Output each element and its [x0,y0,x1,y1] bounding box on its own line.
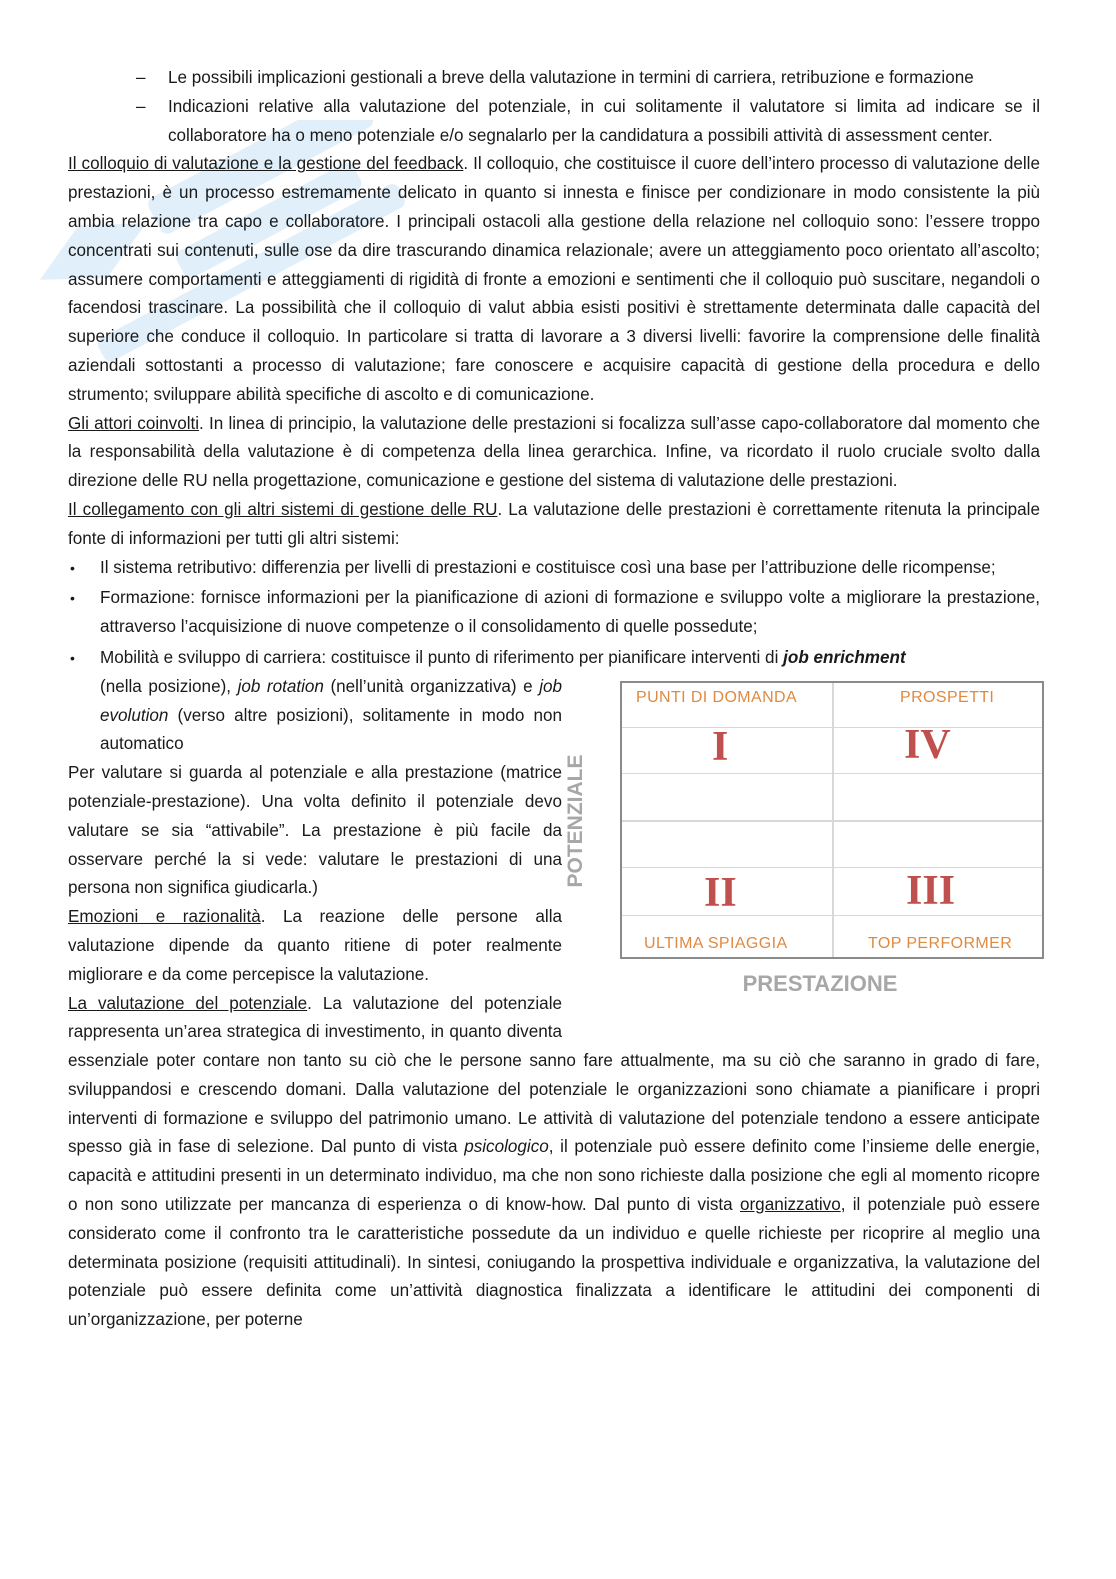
paragraph-emozioni: Emozioni e razionalità. La reazione delle persone alla valutazione dipende da quanto ritiene di poter realmente migliorare e da come percepisce la valutazione. [68,907,563,984]
axis-label-prestazione: PRESTAZIONE [742,970,898,996]
quadrant-label-punti-di-domanda: PUNTI DI DOMANDA [636,688,798,706]
grid-line [622,915,1042,916]
quadrant-number-i: I [712,723,729,770]
potential-performance-matrix [564,681,1040,1043]
dash-marker: – [136,96,146,116]
grid-line [622,867,1042,868]
grid-line [622,727,1042,728]
quadrant-number-iv: IV [904,721,951,768]
matrix-grid [620,681,1044,959]
heading-potenziale: La valutazione del potenziale [68,993,308,1013]
quadrant-number-ii: II [704,869,737,916]
dash-item: – Indicazioni relative alla valutazione del potenziale, in cui solitamente il valutatore si limita ad indicare se il collaboratore ha o meno potenziale e/o segnalarlo per la candidatura a possibili attività di assessment center. [68,93,1040,151]
paragraph-valutare: Per valutare si guarda al potenziale e alla prestazione (matrice potenziale-prestazione). Una volta definito il potenziale devo valutare se sia “attivabile”. La prestazione è più facile da osservare perché la si vede: valutare le prestazioni di una persona non significa giudicarla.) [68,763,562,898]
paragraph-attori: Gli attori coinvolti. In linea di principio, la valutazione delle prestazioni si focalizza sull’asse capo-collaboratore dal momento che la responsabilità della valutazione è di competenza della linea gerarchica. Infine, va ricordato il ruolo cruciale svolto dalla direzione delle RU nella progettazione, comunicazione e gestione del sistema di valutazione delle prestazioni. [68,413,1040,491]
quadrant-number-iii: III [906,867,956,914]
dash-item: – Le possibili implicazioni gestionali a breve della valutazione in termini di carriera, retribuzione e formazione [68,64,1040,93]
paragraph-potenziale: La valutazione del potenziale. La valutazione del potenziale rappresenta un’area strategica di investimento, in quanto diventa essenziale poter contare non tanto su ciò che le persone sanno fare attualmente, ma su ciò che saranno in grado di fare, sviluppandosi e crescendo domani. Dalla valutazione del potenziale le organizzazioni sono chiamate a pianificare i propri interventi di formazione e sviluppo del patrimonio umano. Le attività di valutazione del potenziale tendono a essere anticipate spesso già in fase di selezione. Dal punto di vista psicologico, il potenziale può essere definito come l’insieme delle energie, capacità e attitudini presenti in un determinato individuo, ma che non sono richieste dalla posizione che egli al momento ricopre o non sono utilizzate per mancanza di esperienza o di know-how. Dal punto di vista organizzativo, il potenziale può essere considerato come il confronto tra le caratteristiche possedute da un individuo e quelle richieste per ricoprire al meglio una determinata posizione (requisiti attitudinali). In sintesi, coniugando la prospettiva individuale e organizzativa, la valutazione del potenziale può essere definita come un’attività diagnostica finalizzata a identificare le attitudini dei componenti di un’organizzazione, per poterne [68,993,1040,1330]
heading-collegamento: Il collegamento con gli altri sistemi di gestione delle RU [68,499,498,519]
heading-emozioni: Emozioni e razionalità [68,907,261,927]
quadrant-label-ultima-spiaggia: ULTIMA SPIAGGIA [644,934,788,952]
paragraph-colloquio: Il colloquio di valutazione e la gestione del feedback. Il colloquio, che costituisce il cuore dell’intero processo di valutazione delle prestazioni, è un processo estremamente delicato in quanto si innesta e finisce per condizionare in modo consistente la più ambia relazione tra capo e collaboratore. I principali ostacoli alla gestione della relazione nel colloquio sono: l’essere troppo concentrati sui contenuti, sulle ose da dire trascurando dinamica relazionale; avere un atteggiamento poco orientato all’ascolto; assumere comportamenti e atteggiamenti di rigidità di fronte a emozioni e sentimenti che il colloquio può suscitare, negandoli o facendosi trascinare. La possibilità che il colloquio di valut abbia esisti positivi è strettamente determinata dalle capacità del superiore che conduce il colloquio. In particolare si tratta di lavorare a 3 diversi livelli: favorire la comprensione delle finalità aziendali sottostanti a processo di valutazione; fare conoscere e acquisire capacità di gestione della procedura e dello strumento; sviluppare abilità specifiche di ascolto e di comunicazione. [68,154,1040,404]
bullet-item: • Mobilità e sviluppo di carriera: costituisce il punto di riferimento per pianificare interventi di job enrichment [68,644,1040,673]
bullet-marker: • [70,559,75,576]
heading-colloquio: Il colloquio di valutazione e la gestione del feedback [68,154,464,174]
paragraph-collegamento: Il collegamento con gli altri sistemi di gestione delle RU. La valutazione delle prestazioni è correttamente ritenuta la principale fonte di informazioni per tutti gli altri sistemi: [68,499,1040,548]
bullet-continuation: (nella posizione), job rotation (nell’unità organizzativa) e job evolution (verso altre posizioni), solitamente in modo non automatico [100,676,562,754]
grid-line [622,773,1042,774]
bullet-list [68,554,1040,673]
grid-line [622,820,1042,822]
bullet-marker: • [70,649,75,666]
quadrant-label-top-performer: TOP PERFORMER [868,934,1013,952]
bullet-item: • Formazione: fornisce informazioni per la pianificazione di azioni di formazione e sviluppo volte a migliorare la prestazione, attraverso l’acquisizione di nuove competenze o il consolidamento di quelle possedute; [68,584,1040,642]
dash-list [68,64,1040,150]
bullet-item: • Il sistema retributivo: differenzia per livelli di prestazioni e costituisce così una base per l’attribuzione delle ricompense; [68,554,1040,583]
dash-marker: – [136,68,146,87]
heading-attori: Gli attori coinvolti [68,413,200,433]
quadrant-label-prospetti: PROSPETTI [900,688,995,706]
bullet-marker: • [70,590,75,607]
document-page [68,64,1040,1335]
axis-label-potenziale: POTENZIALE [564,754,587,888]
